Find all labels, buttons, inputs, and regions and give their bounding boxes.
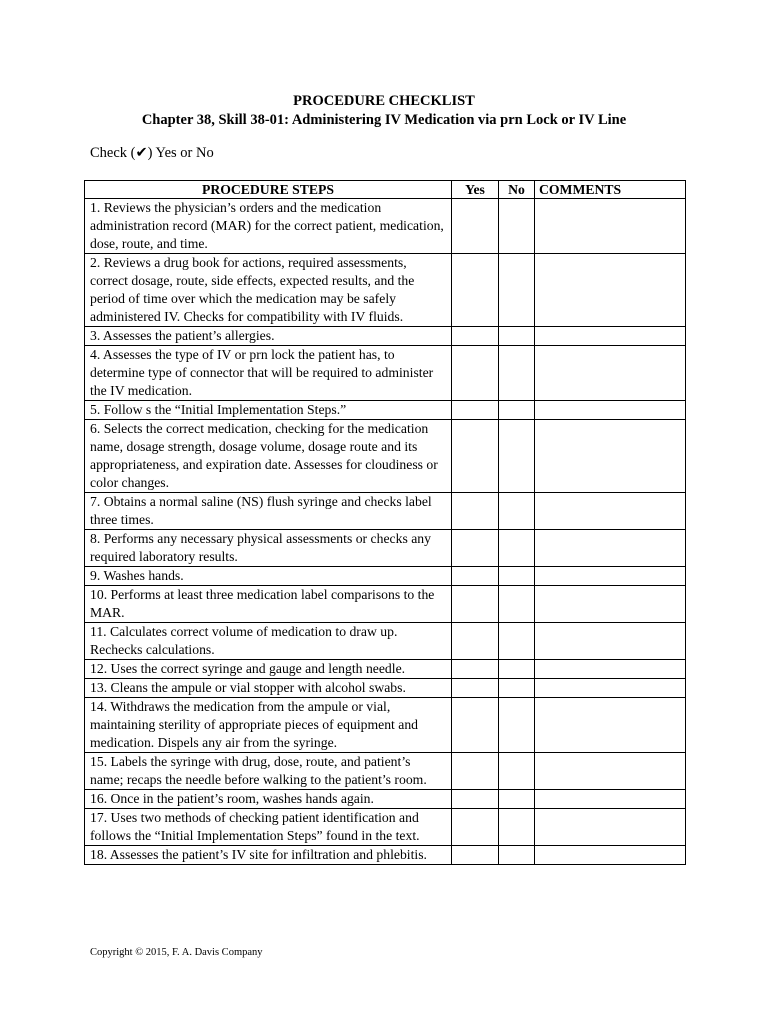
yes-cell[interactable] [452, 420, 499, 493]
comments-cell[interactable] [535, 567, 686, 586]
procedure-table [84, 180, 686, 865]
page-title: PROCEDURE CHECKLIST [293, 93, 475, 109]
table-row [85, 346, 686, 401]
table-row [85, 623, 686, 660]
yes-cell[interactable] [452, 254, 499, 327]
table-row [85, 401, 686, 420]
comments-cell[interactable] [535, 493, 686, 530]
yes-cell[interactable] [452, 493, 499, 530]
yes-cell[interactable] [452, 199, 499, 254]
yes-cell[interactable] [452, 809, 499, 846]
step-text: 15. Labels the syringe with drug, dose, route, and patient’s name; recaps the needle before walking to the patient’s room. [85, 753, 452, 790]
table-row [85, 586, 686, 623]
step-text: 5. Follow s the “Initial Implementation Steps.” [85, 401, 452, 420]
yes-cell[interactable] [452, 790, 499, 809]
no-cell[interactable] [499, 493, 535, 530]
yes-cell[interactable] [452, 327, 499, 346]
column-header-yes: Yes [452, 181, 499, 199]
comments-cell[interactable] [535, 753, 686, 790]
step-text: 9. Washes hands. [85, 567, 452, 586]
no-cell[interactable] [499, 254, 535, 327]
step-text: 11. Calculates correct volume of medication to draw up. Rechecks calculations. [85, 623, 452, 660]
table-row [85, 199, 686, 254]
comments-cell[interactable] [535, 199, 686, 254]
comments-cell[interactable] [535, 698, 686, 753]
no-cell[interactable] [499, 809, 535, 846]
yes-cell[interactable] [452, 753, 499, 790]
instruction-text: Check (✔) Yes or No [90, 145, 214, 161]
table-row [85, 493, 686, 530]
no-cell[interactable] [499, 327, 535, 346]
yes-cell[interactable] [452, 679, 499, 698]
yes-cell[interactable] [452, 401, 499, 420]
no-cell[interactable] [499, 530, 535, 567]
table-row [85, 530, 686, 567]
comments-cell[interactable] [535, 586, 686, 623]
table-row [85, 753, 686, 790]
step-text: 16. Once in the patient’s room, washes hands again. [85, 790, 452, 809]
step-text: 2. Reviews a drug book for actions, required assessments, correct dosage, route, side effects, expected results, and the period of time over which the medication may be safely administered IV. Checks for compatibility with IV fluids. [85, 254, 452, 327]
table-row [85, 698, 686, 753]
copyright-notice: Copyright © 2015, F. A. Davis Company [90, 947, 263, 958]
comments-cell[interactable] [535, 846, 686, 865]
table-row [85, 790, 686, 809]
table-row [85, 660, 686, 679]
table-row [85, 567, 686, 586]
step-text: 18. Assesses the patient’s IV site for infiltration and phlebitis. [85, 846, 452, 865]
step-text: 6. Selects the correct medication, checking for the medication name, dosage strength, dosage volume, dosage route and its appropriateness, and expiration date. Assesses for cloudiness or color changes. [85, 420, 452, 493]
step-text: 14. Withdraws the medication from the ampule or vial, maintaining sterility of appropriate pieces of equipment and medication. Dispels any air from the syringe. [85, 698, 452, 753]
no-cell[interactable] [499, 199, 535, 254]
no-cell[interactable] [499, 753, 535, 790]
comments-cell[interactable] [535, 660, 686, 679]
step-text: 12. Uses the correct syringe and gauge and length needle. [85, 660, 452, 679]
comments-cell[interactable] [535, 790, 686, 809]
comments-cell[interactable] [535, 530, 686, 567]
no-cell[interactable] [499, 660, 535, 679]
no-cell[interactable] [499, 790, 535, 809]
no-cell[interactable] [499, 846, 535, 865]
page-subtitle: Chapter 38, Skill 38-01: Administering IV Medication via prn Lock or IV Line [141, 112, 627, 128]
step-text: 1. Reviews the physician’s orders and the medication administration record (MAR) for the correct patient, medication, dose, route, and time. [85, 199, 452, 254]
table-row [85, 254, 686, 327]
step-text: 10. Performs at least three medication label comparisons to the MAR. [85, 586, 452, 623]
no-cell[interactable] [499, 679, 535, 698]
yes-cell[interactable] [452, 660, 499, 679]
yes-cell[interactable] [452, 530, 499, 567]
comments-cell[interactable] [535, 254, 686, 327]
comments-cell[interactable] [535, 420, 686, 493]
table-row [85, 846, 686, 865]
comments-cell[interactable] [535, 346, 686, 401]
column-header-steps: PROCEDURE STEPS [85, 181, 452, 199]
comments-cell[interactable] [535, 679, 686, 698]
yes-cell[interactable] [452, 623, 499, 660]
table-row [85, 420, 686, 493]
step-text: 4. Assesses the type of IV or prn lock the patient has, to determine type of connector that will be required to administer the IV medication. [85, 346, 452, 401]
step-text: 3. Assesses the patient’s allergies. [85, 327, 452, 346]
step-text: 7. Obtains a normal saline (NS) flush syringe and checks label three times. [85, 493, 452, 530]
comments-cell[interactable] [535, 327, 686, 346]
yes-cell[interactable] [452, 586, 499, 623]
yes-cell[interactable] [452, 346, 499, 401]
yes-cell[interactable] [452, 567, 499, 586]
no-cell[interactable] [499, 567, 535, 586]
no-cell[interactable] [499, 698, 535, 753]
table-row [85, 809, 686, 846]
yes-cell[interactable] [452, 698, 499, 753]
no-cell[interactable] [499, 623, 535, 660]
no-cell[interactable] [499, 586, 535, 623]
step-text: 17. Uses two methods of checking patient identification and follows the “Initial Implementation Steps” found in the text. [85, 809, 452, 846]
table-row [85, 327, 686, 346]
comments-cell[interactable] [535, 401, 686, 420]
column-header-no: No [499, 181, 535, 199]
comments-cell[interactable] [535, 623, 686, 660]
no-cell[interactable] [499, 420, 535, 493]
no-cell[interactable] [499, 346, 535, 401]
table-header-row [85, 181, 686, 199]
column-header-comments: COMMENTS [535, 181, 686, 199]
yes-cell[interactable] [452, 846, 499, 865]
table-row [85, 679, 686, 698]
comments-cell[interactable] [535, 809, 686, 846]
no-cell[interactable] [499, 401, 535, 420]
step-text: 13. Cleans the ampule or vial stopper with alcohol swabs. [85, 679, 452, 698]
step-text: 8. Performs any necessary physical assessments or checks any required laboratory results. [85, 530, 452, 567]
